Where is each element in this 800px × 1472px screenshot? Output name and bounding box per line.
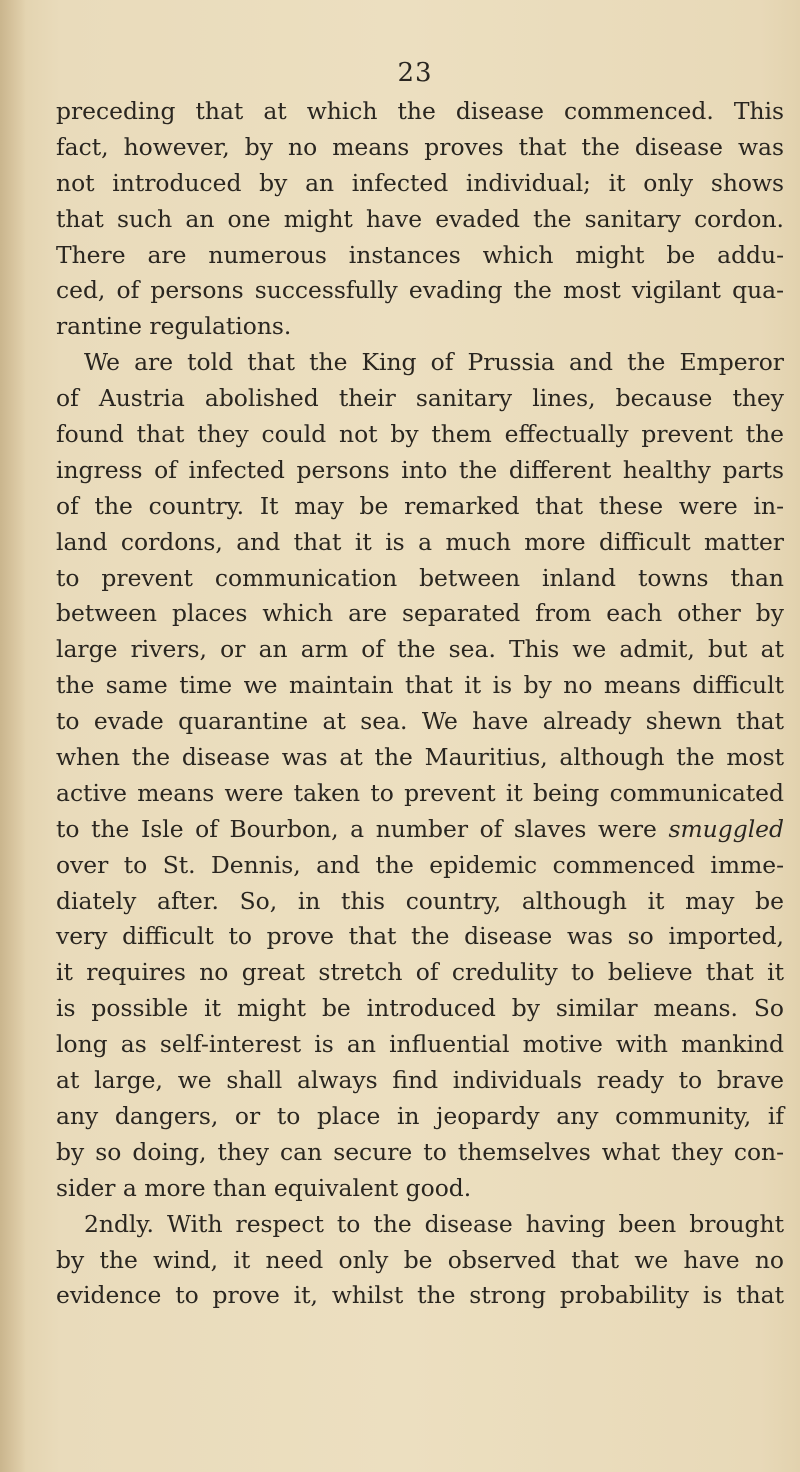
text-line xyxy=(56,848,784,884)
italic-text: smuggled xyxy=(668,814,784,843)
text-line xyxy=(56,776,784,812)
text-segment: the same time we maintain that it is by no means difficult xyxy=(56,671,784,700)
text-segment: found that they could not by them effectually prevent the xyxy=(56,420,784,449)
text-segment: sider a more than equivalent good. xyxy=(56,1173,472,1202)
text-segment: to the Isle of Bourbon, a number of slaves were xyxy=(56,814,669,843)
text-segment: diately after. So, in this country, although it may be xyxy=(56,886,784,915)
page-number: 23 xyxy=(397,58,433,88)
text-line xyxy=(56,668,784,704)
text-line xyxy=(56,202,784,238)
text-line xyxy=(56,1099,784,1135)
text-segment: preceding that at which the disease commenced. This xyxy=(56,97,784,125)
text-line xyxy=(56,561,784,597)
text-segment: it requires no great stretch of credulity to believe that it xyxy=(56,958,784,987)
text-segment: land cordons, and that it is a much more difficult matter xyxy=(56,527,784,556)
text-segment: 2ndly. With respect to the disease having been brought xyxy=(84,1209,784,1238)
text-segment: at large, we shall always find individuals ready to brave xyxy=(56,1066,784,1095)
text-segment: There are numerous instances which might be addu- xyxy=(56,240,784,269)
text-segment: to prevent communication between inland towns than xyxy=(56,563,784,592)
text-line xyxy=(56,1063,784,1099)
text-segment: not introduced by an infected individual; it only shows xyxy=(56,168,784,197)
text-line xyxy=(56,991,784,1027)
text-segment: of Austria abolished their sanitary lines, because they xyxy=(56,384,784,413)
text-line xyxy=(56,166,784,202)
text-segment: rantine regulations. xyxy=(56,312,292,341)
text-line xyxy=(56,919,784,955)
text-segment: over to St. Dennis, and the epidemic commenced imme- xyxy=(56,850,784,879)
text-line xyxy=(56,1027,784,1063)
text-line xyxy=(56,417,784,453)
text-line xyxy=(56,632,784,668)
text-line xyxy=(56,1135,784,1171)
text-line xyxy=(56,381,784,417)
text-segment: by so doing, they can secure to themselves what they con- xyxy=(56,1137,784,1166)
page-binding-shadow xyxy=(0,0,26,1472)
text-line xyxy=(56,1243,784,1279)
text-line xyxy=(56,812,784,848)
text-line xyxy=(56,884,784,920)
text-line xyxy=(56,596,784,632)
text-segment: active means were taken to prevent it being communicated xyxy=(56,778,784,807)
text-segment: between places which are separated from each other by xyxy=(56,599,784,628)
text-segment: that such an one might have evaded the sanitary cordon. xyxy=(56,204,784,233)
text-line xyxy=(56,955,784,991)
text-segment: long as self-interest is an influential motive with mankind xyxy=(56,1030,784,1059)
text-line xyxy=(56,740,784,776)
text-segment: ced, of persons successfully evading the most vigilant qua- xyxy=(56,276,784,305)
text-line xyxy=(56,453,784,489)
text-line xyxy=(56,1278,784,1314)
text-segment: We are told that the King of Prussia and the Emperor xyxy=(84,348,784,377)
text-segment: ingress of infected persons into the different healthy parts xyxy=(56,455,784,484)
text-segment: is possible it might be introduced by similar means. So xyxy=(56,994,784,1023)
text-line xyxy=(56,238,784,274)
body-text xyxy=(56,94,784,1314)
text-segment: evidence to prove it, whilst the strong probability is that xyxy=(56,1281,784,1310)
text-segment: any dangers, or to place in jeopardy any community, if xyxy=(56,1101,784,1130)
text-line xyxy=(56,1207,784,1243)
text-segment: of the country. It may be remarked that these were in- xyxy=(56,491,784,520)
text-line xyxy=(56,1171,784,1207)
text-line xyxy=(56,273,784,309)
text-segment: very difficult to prove that the disease was so imported, xyxy=(56,922,784,951)
text-segment: large rivers, or an arm of the sea. This we admit, but at xyxy=(56,635,784,664)
text-line xyxy=(56,94,784,130)
text-segment: by the wind, it need only be observed that we have no xyxy=(56,1245,784,1274)
text-segment: when the disease was at the Mauritius, although the most xyxy=(56,743,784,772)
text-line xyxy=(56,309,784,345)
text-segment: fact, however, by no means proves that the disease was xyxy=(56,132,784,161)
text-line xyxy=(56,489,784,525)
text-line xyxy=(56,345,784,381)
text-segment: to evade quarantine at sea. We have already shewn that xyxy=(56,707,784,736)
text-line xyxy=(56,525,784,561)
text-line xyxy=(56,704,784,740)
text-line xyxy=(56,130,784,166)
